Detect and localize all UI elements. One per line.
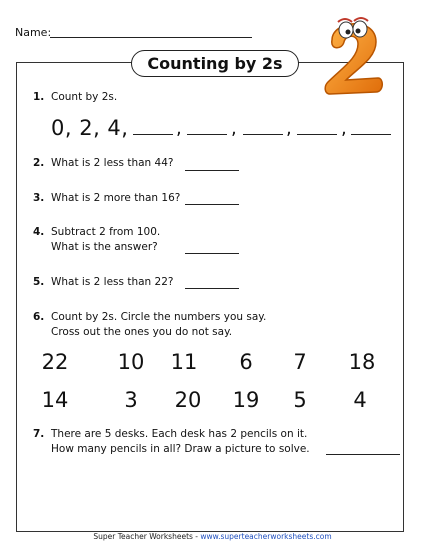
question-3-number: 3. <box>33 192 45 204</box>
question-4-number: 4. <box>33 226 45 238</box>
question-6-line2: Cross out the ones you do not say. <box>51 326 233 338</box>
question-5-text: What is 2 less than 22? <box>51 276 174 288</box>
answer-blank[interactable] <box>185 204 239 205</box>
number-choice[interactable]: 11 <box>170 350 198 374</box>
question-3-text: What is 2 more than 16? <box>51 192 181 204</box>
number-choice[interactable]: 19 <box>232 388 260 412</box>
number-two-mascot-icon <box>318 10 390 98</box>
question-6-line1: Count by 2s. Circle the numbers you say. <box>51 311 267 323</box>
name-field[interactable] <box>50 37 252 38</box>
comma: , <box>341 118 347 139</box>
question-4-line2: What is the answer? <box>51 241 158 253</box>
question-2-number: 2. <box>33 157 45 169</box>
page-title <box>131 50 299 77</box>
answer-blank[interactable] <box>297 134 337 135</box>
answer-blank[interactable] <box>187 134 227 135</box>
answer-blank[interactable] <box>185 170 239 171</box>
answer-blank[interactable] <box>351 134 391 135</box>
question-6-number: 6. <box>33 311 45 323</box>
number-choice[interactable]: 7 <box>293 350 307 374</box>
comma: , <box>176 118 182 139</box>
question-7-line1: There are 5 desks. Each desk has 2 pencils on it. <box>51 428 308 440</box>
comma: , <box>231 118 237 139</box>
name-label: Name: <box>15 26 52 39</box>
number-choice[interactable]: 18 <box>348 350 376 374</box>
question-5-number: 5. <box>33 276 45 288</box>
comma: , <box>286 118 292 139</box>
number-choice[interactable]: 5 <box>293 388 307 412</box>
number-choice[interactable]: 10 <box>117 350 145 374</box>
question-1-text: Count by 2s. <box>51 91 118 103</box>
number-choice[interactable]: 3 <box>124 388 138 412</box>
sequence-start: 0, 2, 4, <box>51 116 129 140</box>
answer-blank[interactable] <box>185 288 239 289</box>
question-2-text: What is 2 less than 44? <box>51 157 174 169</box>
question-7-number: 7. <box>33 428 45 440</box>
answer-blank[interactable] <box>133 134 173 135</box>
number-choice[interactable]: 14 <box>41 388 69 412</box>
answer-blank[interactable] <box>185 253 239 254</box>
question-7-line2: How many pencils in all? Draw a picture to solve. <box>51 443 310 455</box>
title-text: Counting by 2s <box>147 54 283 73</box>
number-choice[interactable]: 20 <box>174 388 202 412</box>
footer-site: Super Teacher Worksheets - <box>93 532 201 541</box>
answer-blank[interactable] <box>243 134 283 135</box>
footer <box>0 532 425 541</box>
number-choice[interactable]: 6 <box>239 350 253 374</box>
number-choice[interactable]: 4 <box>353 388 367 412</box>
number-choice[interactable]: 22 <box>41 350 69 374</box>
footer-link[interactable]: www.superteacherworksheets.com <box>200 532 332 541</box>
question-4-line1: Subtract 2 from 100. <box>51 226 161 238</box>
answer-blank[interactable] <box>326 454 400 455</box>
question-1-number: 1. <box>33 91 45 103</box>
